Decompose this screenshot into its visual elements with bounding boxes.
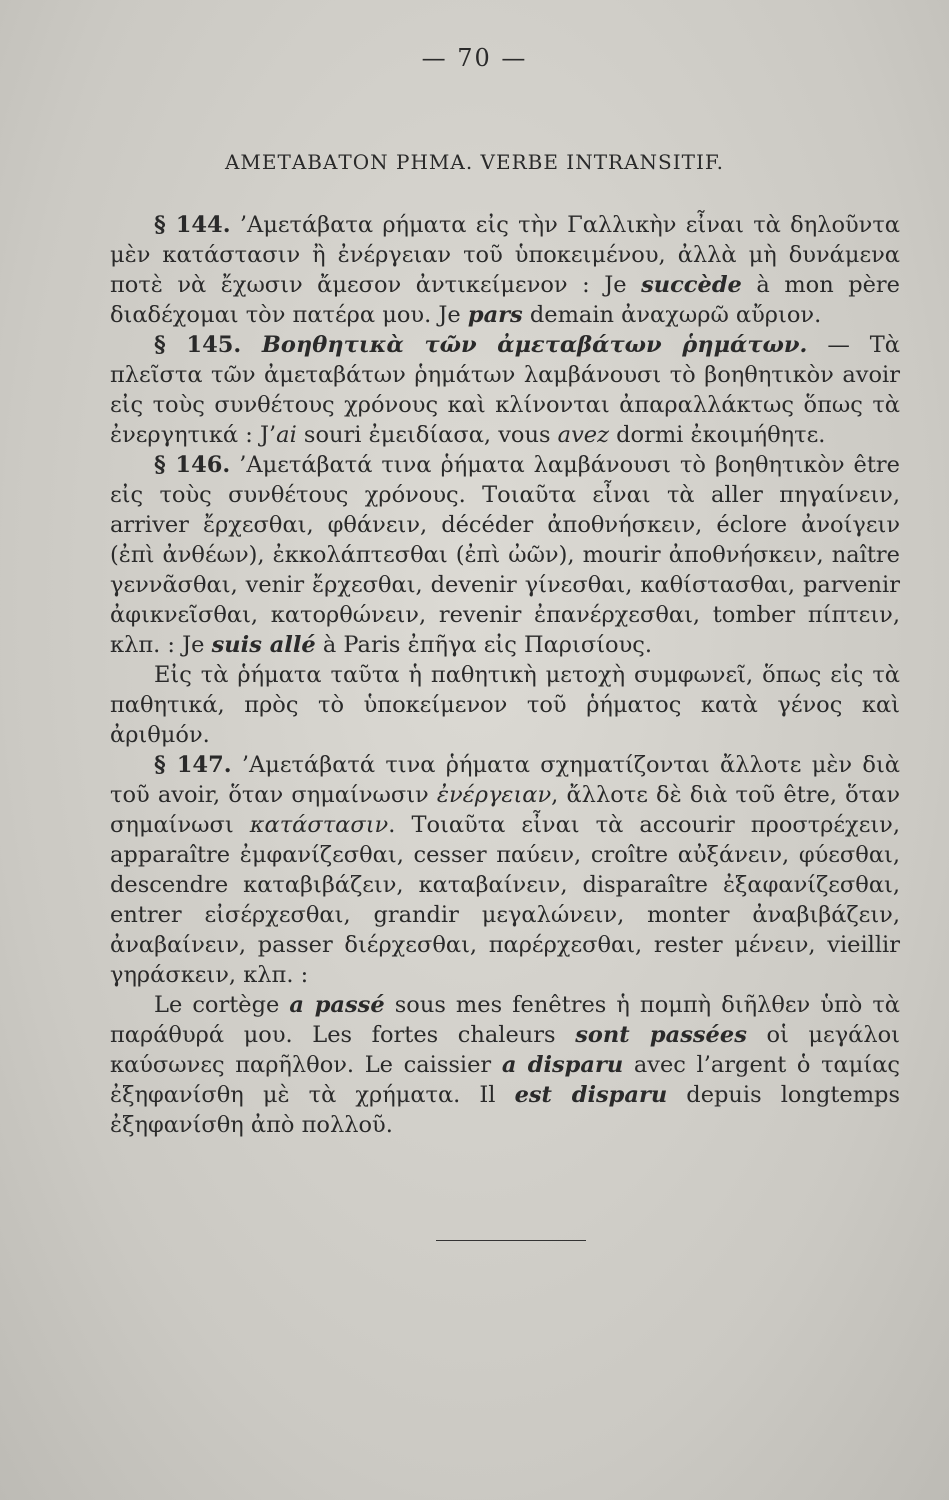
text: . Τοιαῦτα εἶναι τὰ accourir προστρέχειν, apparaître ἐμφανίζεσθαι, cesser παύειν, croître αὐξάνειν, φύεσθαι, descendre καταβιβάζειν, καταβαίνειν, disparaître ἐξαφανίζεσθαι, entrer εἰσέρχεσθαι, grandir μεγαλώνειν, monter ἀναβιβάζειν, ἀναβαίνειν, passer διέρχεσθαι, παρέρχεσθαι, rester μένειν, vieillir γηράσκειν, κλπ. : xyxy=(110,812,900,988)
paragraph-145 xyxy=(110,330,900,450)
emphasis: κατάστασιν xyxy=(249,812,389,838)
section-number: § 144. xyxy=(154,212,231,238)
section-heading: Βοηθητικὰ τῶν ἀμεταβάτων ῥημάτων. xyxy=(241,332,808,358)
example-verb: suis allé xyxy=(211,632,316,658)
text: depuis longtemps ἐξηφανίσθη ἀπὸ πολλοῦ. xyxy=(110,1082,901,1138)
example-verb: sont passées xyxy=(575,1022,747,1048)
paragraph-146-continued xyxy=(110,660,900,750)
text: demain ἀναχωρῶ αὔριον. xyxy=(522,302,822,328)
section-title: ΑΜΕΤΑΒΑΤΟΝ ΡΗΜΑ. VERBE INTRANSITIF. xyxy=(224,150,725,174)
example-verb: succède xyxy=(641,272,742,298)
text: οἱ μεγάλοι καύσωνες παρῆλθον. Le caissier xyxy=(110,1022,900,1078)
text: , ἄλλοτε δὲ διὰ τοῦ être, ὅταν σημαίνωσι xyxy=(110,782,901,838)
text: à mon père διαδέχομαι τὸν πατέρα μου. Je xyxy=(110,272,900,328)
section-number: § 147. xyxy=(154,752,232,778)
end-rule xyxy=(436,1240,586,1241)
body-text xyxy=(110,210,900,1140)
text: souri ἐμειδίασα, vous xyxy=(296,422,558,448)
example-verb: est disparu xyxy=(514,1082,668,1108)
emphasis: ἐνέργειαν xyxy=(436,782,552,808)
page-number: — 70 — xyxy=(421,44,528,72)
paragraph-144 xyxy=(110,210,900,330)
example-verb: avez xyxy=(557,422,609,448)
text: avec l’argent ὁ ταμίας ἐξηφανίσθη μὲ τὰ χρήματα. Il xyxy=(110,1052,900,1108)
text: ’Αμετάβατά τινα ῥήματα λαμβάνουσι τὸ βοηθητικὸν être εἰς τοὺς συνθέτους χρόνους. Τοιαῦτα εἶναι τὰ aller πηγαίνειν, arriver ἔρχεσθαι, φθάνειν, décéder ἀποθνήσκειν, éclore ἀνοίγειν (ἐπὶ ἀνθέων), ἐκκολάπτεσθαι (ἐπὶ ὠῶν), mourir ἀποθνήσκειν, naître γεννᾶσθαι, venir ἔρχεσθαι, devenir γίνεσθαι, καθίστασθαι, parvenir ἀφικνεῖσθαι, κατορθώνειν, revenir ἐπανέρχεσθαι, tomber πίπτειν, κλπ. : Je xyxy=(110,452,900,658)
example-verb: pars xyxy=(467,302,523,328)
paragraph-146 xyxy=(110,450,900,660)
text: Le cortège xyxy=(154,992,290,1018)
paragraph-147 xyxy=(110,750,900,990)
text: à Paris ἐπῆγα εἰς Παρισίους. xyxy=(315,632,653,658)
text: — Τὰ πλεῖστα τῶν ἀμεταβάτων ῥημάτων λαμβάνουσι τὸ βοηθητικὸν avoir εἰς τοὺς συνθέτους χρόνους καὶ κλίνονται ἀπαραλλάκτως ὅπως τὰ ἐνεργητικά : J’ xyxy=(110,332,900,448)
text: dormi ἐκοιμήθητε. xyxy=(608,422,826,448)
example-verb: ai xyxy=(276,422,297,448)
section-number: § 145. xyxy=(154,332,242,358)
text: Εἰς τὰ ῥήματα ταῦτα ἡ παθητικὴ μετοχὴ συμφωνεῖ, ὅπως εἰς τὰ παθητικά, πρὸς τὸ ὑποκείμενον τοῦ ῥήματος κατὰ γένος καὶ ἀριθμόν. xyxy=(110,662,900,748)
section-number: § 146. xyxy=(154,452,231,478)
text: ’Αμετάβατα ρήματα εἰς τὴν Γαλλικὴν εἶναι τὰ δηλοῦντα μὲν κατάστασιν ἢ ἐνέργειαν τοῦ ὑποκειμένου, ἀλλὰ μὴ δυνάμενα ποτὲ νὰ ἔχωσιν ἄμεσον ἀντικείμενον : Je xyxy=(110,212,901,298)
text: sous mes fenêtres ἡ πομπὴ διῆλθεν ὑπὸ τὰ παράθυρά μου. Les fortes chaleurs xyxy=(110,992,900,1048)
example-verb: a disparu xyxy=(501,1052,624,1078)
example-verb: a passé xyxy=(289,992,385,1018)
text: ’Αμετάβατά τινα ῥήματα σχηματίζονται ἄλλοτε μὲν διὰ τοῦ avoir, ὅταν σημαίνωσιν xyxy=(110,752,900,808)
paragraph-147-examples xyxy=(110,990,900,1140)
